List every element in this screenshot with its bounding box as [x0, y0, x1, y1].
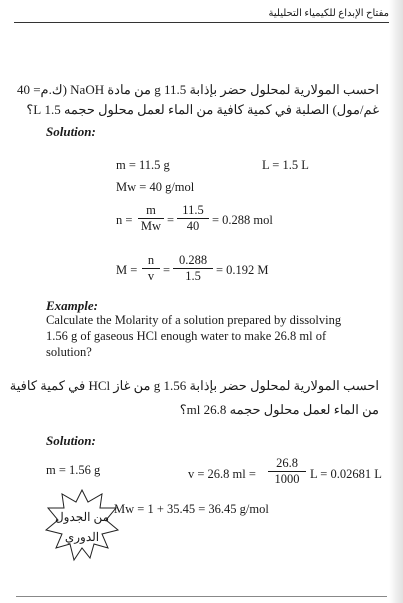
n-frac2-num: 11.5 [177, 203, 209, 219]
n-fraction-1 [138, 203, 164, 234]
problem1-line2: غم/مول) الصلبة في كمية كافية من الماء لعمل محلول حجمه 1.5 L؟ [26, 102, 379, 117]
solution1-heading: Solution: [46, 124, 96, 139]
page-footer-line [16, 596, 387, 597]
header-title: مفتاح الإبداع للكيمياء التحليلية [268, 8, 389, 19]
n-frac1-den: Mw [140, 219, 162, 233]
M-result: = 0.192 M [216, 263, 269, 277]
M-lhs: M = [116, 263, 138, 277]
periodic-table-stamp [44, 488, 120, 562]
M-fraction-1 [142, 253, 160, 284]
example-line1: Calculate the Molarity of a solution prepared by dissolving [46, 313, 342, 327]
volume-num: 26.8 [268, 456, 306, 472]
example-line3: solution? [46, 345, 92, 359]
volume-den: 1000 [274, 472, 300, 486]
M-frac1-num: n [142, 253, 160, 269]
M-fraction-2 [173, 253, 213, 284]
example-ar-line2: من الماء لعمل محلول حجمه 26.8 ml؟ [179, 402, 379, 417]
solution2-mass: m = 1.56 g [46, 463, 101, 477]
volume-result: L = 0.02681 L [310, 467, 382, 481]
solution2-heading: Solution: [46, 433, 96, 448]
stamp-text-line1: من الجدول [54, 510, 110, 524]
n-fraction-2 [177, 203, 209, 234]
example-ar-line1: احسب المولارية لمحلول حضر بإذابة 1.56 g من غاز HCl في كمية كافية [9, 378, 379, 393]
M-frac2-den: 1.5 [185, 269, 201, 283]
example-heading: Example: [46, 298, 98, 313]
example-line2: 1.56 g of gaseous HCl enough water to make 26.8 ml of [46, 329, 327, 343]
volume-fraction [268, 456, 306, 487]
n-lhs: n = [116, 213, 133, 227]
solution1-mw: Mw = 40 g/mol [116, 180, 195, 194]
volume-lhs: v = 26.8 ml = [188, 467, 256, 481]
solution1-mass: m = 11.5 g [116, 158, 170, 172]
page-header [14, 8, 389, 28]
M-frac2-num: 0.288 [173, 253, 213, 269]
header-divider [14, 22, 389, 23]
n-result: = 0.288 mol [212, 213, 273, 227]
problem1-line1: احسب المولارية لمحلول حضر بإذابة 11.5 g من مادة NaOH (ك.م= 40 [16, 82, 379, 97]
solution2-mw: Mw = 1 + 35.45 = 36.45 g/mol [114, 502, 269, 516]
M-equals: = [163, 263, 171, 277]
n-equals: = [167, 213, 175, 227]
n-frac2-den: 40 [186, 219, 200, 233]
n-frac1-num: m [138, 203, 164, 219]
stamp-text-line2: الدوري [64, 530, 100, 544]
M-frac1-den: v [147, 269, 155, 283]
solution1-volume: L = 1.5 L [262, 158, 309, 172]
page-binding-shadow [389, 0, 403, 603]
